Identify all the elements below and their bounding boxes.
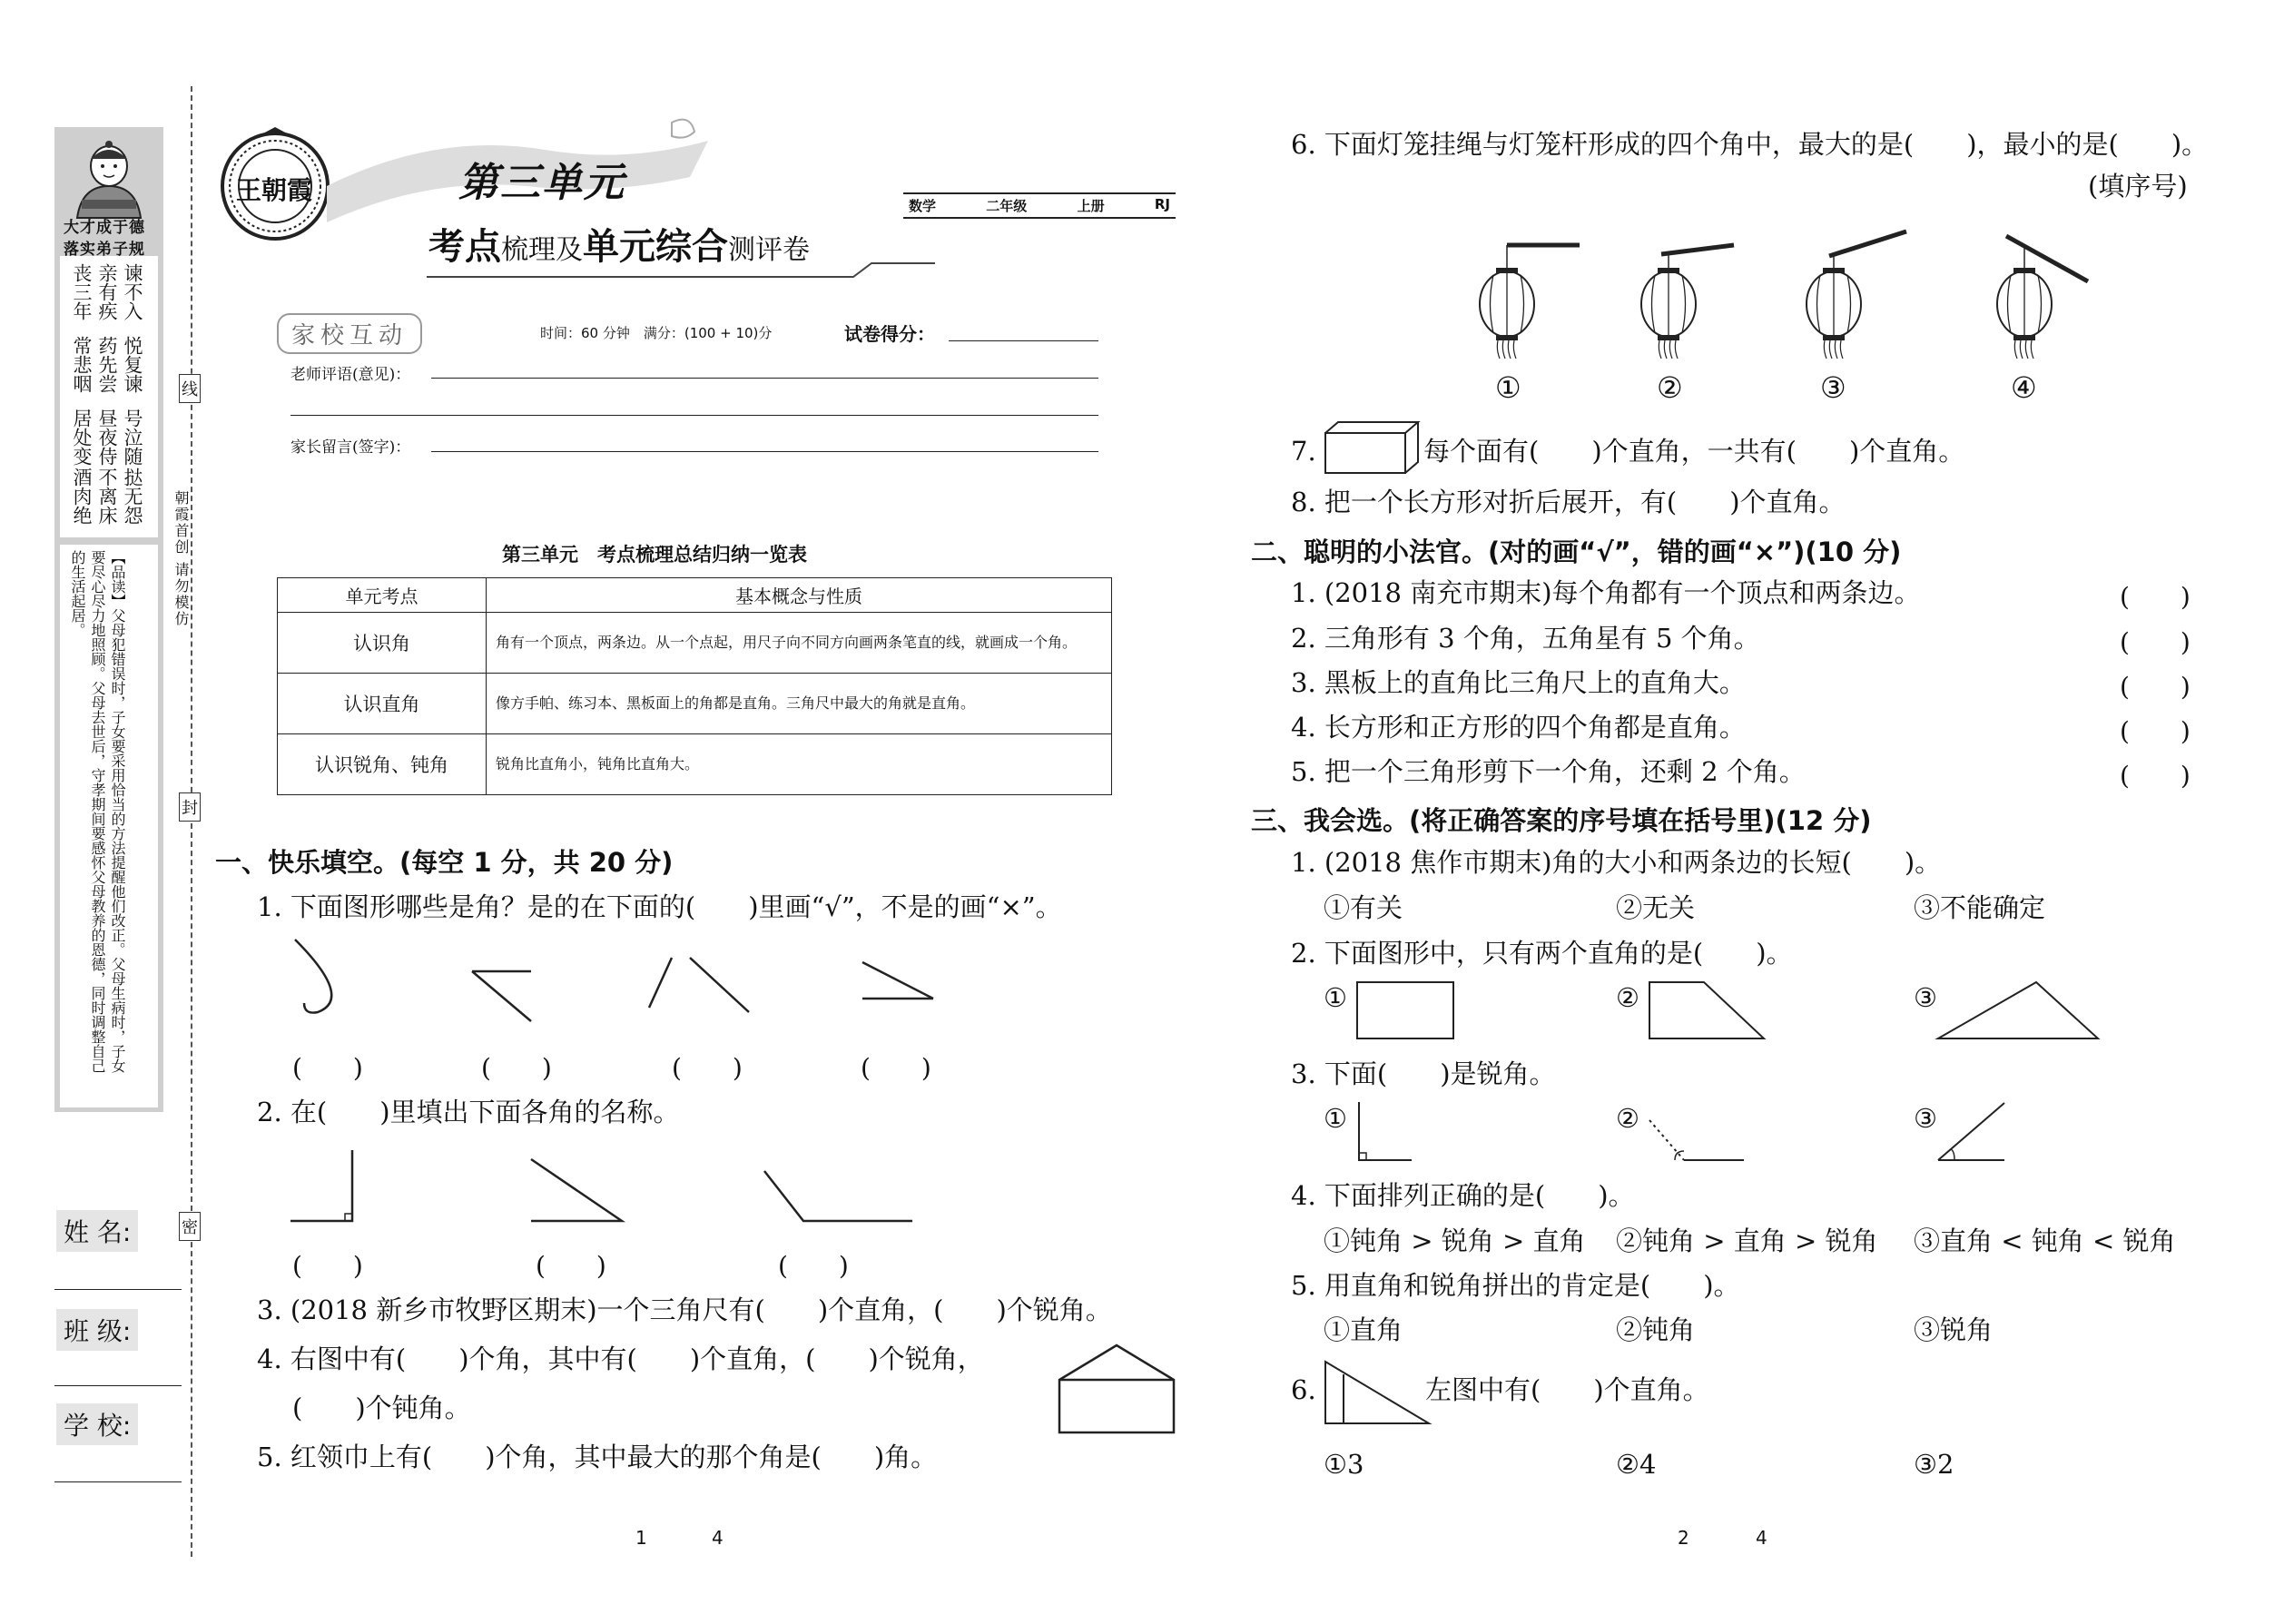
s3-q5-opt: ②钝角	[1616, 1314, 1696, 1345]
s3-q4-opt: ②钝角 > 直角 > 锐角	[1616, 1225, 1878, 1256]
child-avatar-icon	[64, 132, 154, 222]
s3-q2: 2. 下面图形中，只有两个直角的是( )。	[1291, 938, 1793, 969]
angle-figure-2	[649, 958, 749, 1012]
poem-col: 挞无怨	[122, 468, 143, 525]
poem-col: 丧三年	[71, 263, 93, 320]
s1-q2: 2. 在( )里填出下面各角的名称。	[257, 1097, 680, 1127]
s3-q5-opt: ③锐角	[1914, 1314, 1994, 1345]
acute-angle-figure	[531, 1159, 622, 1221]
angle-figure-1	[472, 971, 531, 1021]
school-field[interactable]	[54, 1481, 182, 1482]
lantern-icon	[1480, 245, 1580, 359]
home-school-badge: 家校互动	[277, 313, 422, 354]
poem-col: 亲有疾	[96, 263, 118, 320]
parent-comment-label: 家长留言(签字)：	[290, 438, 411, 457]
table-title: 第三单元 考点梳理总结归纳一览表	[502, 544, 807, 566]
cut-line	[191, 86, 192, 1557]
meta-edition: RJ	[1154, 196, 1170, 212]
score-label: 试卷得分：	[844, 323, 935, 345]
poem-col: 常悲咽	[71, 336, 93, 393]
poem-col: 号泣随	[122, 408, 143, 466]
opt-label: ②	[1616, 982, 1639, 1013]
cuboid-figure	[1324, 420, 1423, 475]
teacher-comment-field[interactable]	[431, 378, 1098, 379]
pentagon-figure	[1058, 1343, 1176, 1434]
meta-subject: 数学	[909, 198, 937, 214]
trapezoid-figure	[1648, 980, 1766, 1040]
lantern-icon	[1997, 236, 2088, 359]
page-number: 1	[635, 1527, 647, 1549]
page-number: 4	[712, 1527, 724, 1549]
score-field[interactable]	[949, 340, 1098, 341]
table-cell-desc: 锐角比直角小，钝角比直角大。	[487, 734, 1112, 795]
class-label: 班 级:	[56, 1309, 138, 1351]
answer-paren[interactable]: ( )	[292, 1251, 363, 1281]
s3-q6-num: 6.	[1291, 1374, 1316, 1405]
right-angle-figure	[290, 1150, 352, 1221]
table-cell-topic: 认识角	[278, 613, 487, 674]
lantern-label: ④	[2011, 370, 2037, 405]
r-q7: 每个面有( )个直角，一共有( )个直角。	[1423, 436, 1965, 467]
opt-label: ①	[1324, 982, 1347, 1013]
teacher-comment-label: 老师评语(意见)：	[290, 366, 411, 384]
s2-item: 4. 长方形和正方形的四个角都是直角。	[1291, 712, 1746, 743]
section2-title: 二、聪明的小法官。(对的画“√”，错的画“×”)(10 分)	[1251, 536, 1902, 567]
obtuse-angle-figure	[764, 1171, 912, 1221]
lantern-label: ②	[1657, 370, 1683, 405]
poem-col: 昼夜侍	[96, 408, 118, 466]
unit-title: 第三单元	[458, 160, 625, 206]
motto-top: 大才成于德	[64, 219, 145, 237]
knowledge-table	[277, 577, 1112, 795]
reading-text: 【品读】父母犯错误时，子女要采用恰当的方法提醒他们改正。父母生病时，子女要尽心尽力地照顾。父母去世后，守孝期间要感怀父母教养的恩德，同时调整自己的生活起居。	[69, 550, 126, 1073]
answer-paren[interactable]: ( )	[536, 1251, 606, 1281]
page-number: 2	[1678, 1527, 1689, 1549]
table-cell-desc: 角有一个顶点，两条边。从一个点起，用尺子向不同方向画两条笔直的线，就画成一个角。	[487, 613, 1112, 674]
lantern-icon	[1807, 231, 1906, 359]
r-q8: 8. 把一个长方形对折后展开，有( )个直角。	[1291, 487, 1846, 517]
cut-mark: 封	[179, 792, 201, 822]
answer-paren[interactable]: ( )	[778, 1251, 849, 1281]
school-label: 学 校:	[56, 1403, 138, 1445]
s1-q1: 1. 下面图形哪些是角？是的在下面的( )里画“√”，不是的画“×”。	[257, 891, 1062, 922]
subtitle-part: 测评卷	[728, 234, 810, 266]
name-label: 姓 名:	[56, 1210, 138, 1252]
s1-q3: 3. (2018 新乡市牧野区期末)一个三角尺有( )个直角，( )个锐角。	[257, 1294, 1112, 1325]
poem-col: 谏不入	[122, 263, 143, 320]
motto-bottom: 落实弟子规	[64, 241, 145, 259]
judge-paren[interactable]: ( )	[2120, 716, 2191, 746]
s3-q1-opt: ①有关	[1324, 892, 1403, 923]
judge-paren[interactable]: ( )	[2120, 582, 2191, 612]
judge-paren[interactable]: ( )	[2120, 672, 2191, 702]
time-info: 时间：60 分钟 满分：(100 + 10)分	[540, 325, 773, 341]
opt-label: ①	[1324, 1103, 1347, 1134]
parent-comment-field[interactable]	[431, 451, 1098, 452]
table-header-row	[278, 578, 1112, 613]
right-angle-option	[1355, 1100, 1419, 1164]
teacher-comment-field-2[interactable]	[290, 415, 1098, 416]
logo-text: 王朝霞	[236, 175, 313, 205]
table-row	[278, 613, 1112, 674]
s1-q4-cont: ( )个钝角。	[292, 1393, 471, 1423]
s3-q6-opt: ③2	[1914, 1449, 1954, 1480]
s1-q1-figures	[281, 935, 971, 1026]
s3-q6-opt: ②4	[1616, 1449, 1657, 1480]
acute-angle-option	[1936, 1098, 2009, 1164]
meta-volume: 上册	[1077, 198, 1105, 214]
s3-q1: 1. (2018 焦作市期末)角的大小和两条边的长短( )。	[1291, 847, 1942, 878]
poem-col: 悦复谏	[122, 336, 143, 393]
s1-q4: 4. 右图中有( )个角，其中有( )个直角，( )个锐角，	[257, 1343, 984, 1374]
r-q7-num: 7.	[1291, 436, 1316, 467]
page-number: 4	[1756, 1527, 1767, 1549]
judge-paren[interactable]: ( )	[2120, 761, 2191, 791]
s3-q3: 3. 下面( )是锐角。	[1291, 1058, 1556, 1089]
answer-paren[interactable]: ( )	[861, 1053, 931, 1083]
poem-col: 酒肉绝	[71, 468, 93, 525]
cut-mark: 线	[179, 374, 201, 403]
lantern-label: ①	[1495, 370, 1521, 405]
copyright-text: 朝霞首创 请勿模仿	[172, 490, 190, 628]
subtitle-part: 梳理及	[501, 234, 583, 266]
cut-mark: 密	[179, 1212, 201, 1241]
judge-paren[interactable]: ( )	[2120, 627, 2191, 657]
lantern-label: ③	[1820, 370, 1846, 405]
table-cell-desc: 像方手帕、练习本、黑板面上的角都是直角。三角尺中最大的角就是直角。	[487, 674, 1112, 734]
s3-q1-opt: ③不能确定	[1914, 892, 2046, 923]
section1-title: 一、快乐填空。(每空 1 分，共 20 分)	[215, 847, 674, 878]
table-cell-topic: 认识直角	[278, 674, 487, 734]
s2-item: 5. 把一个三角形剪下一个角，还剩 2 个角。	[1291, 756, 1806, 787]
meta-grade: 二年级	[986, 198, 1028, 214]
triangle-figure	[1936, 980, 2100, 1040]
r-q6: 6. 下面灯笼挂绳与灯笼杆形成的四个角中，最大的是( )，最小的是( )。	[1291, 129, 2209, 160]
table-header: 基本概念与性质	[487, 578, 1112, 613]
opt-label: ②	[1616, 1103, 1639, 1134]
subtitle-part: 单元综合	[583, 226, 728, 268]
s3-q4-opt: ①钝角 > 锐角 > 直角	[1324, 1225, 1586, 1256]
s3-q4-opt: ③直角 < 钝角 < 锐角	[1914, 1225, 2176, 1256]
triangle-with-line-figure	[1324, 1360, 1433, 1425]
table-header: 单元考点	[278, 578, 487, 613]
opt-label: ③	[1914, 1103, 1937, 1134]
poem-col: 居处变	[71, 408, 93, 466]
opt-label: ③	[1914, 982, 1937, 1013]
subtitle-underline	[427, 263, 935, 290]
s1-q5: 5. 红领巾上有( )个角，其中最大的那个角是( )角。	[257, 1442, 938, 1472]
s3-q6: 左图中有( )个直角。	[1425, 1374, 1709, 1405]
lantern-icon	[1641, 245, 1734, 359]
s1-q2-figures	[290, 1148, 944, 1230]
s3-q1-opt: ②无关	[1616, 892, 1696, 923]
angle-figure-3	[862, 962, 933, 999]
poem-col: 药先尝	[96, 336, 118, 393]
meta-bar	[903, 192, 1176, 219]
s3-q6-opt: ①3	[1324, 1449, 1364, 1480]
answer-paren[interactable]: ( )	[481, 1053, 552, 1083]
s2-item: 3. 黑板上的直角比三角尺上的直角大。	[1291, 667, 1746, 698]
obtuse-angle-option	[1648, 1100, 1748, 1164]
subtitle	[428, 218, 810, 270]
s2-item: 2. 三角形有 3 个角，五角星有 5 个角。	[1291, 623, 1760, 654]
s2-item: 1. (2018 南充市期末)每个角都有一个顶点和两条边。	[1291, 577, 1921, 608]
table-row	[278, 734, 1112, 795]
s3-q4: 4. 下面排列正确的是( )。	[1291, 1180, 1635, 1211]
curve-figure	[295, 940, 331, 1013]
subtitle-part: 考点	[428, 226, 501, 268]
table-cell-topic: 认识锐角、钝角	[278, 734, 487, 795]
section3-title: 三、我会选。(将正确答案的序号填在括号里)(12 分)	[1251, 805, 1872, 836]
s3-q5-opt: ①直角	[1324, 1314, 1403, 1345]
poem-col: 不离床	[96, 468, 118, 525]
name-field[interactable]	[54, 1289, 182, 1290]
answer-paren[interactable]: ( )	[292, 1053, 363, 1083]
s3-q5: 5. 用直角和锐角拼出的肯定是( )。	[1291, 1270, 1740, 1301]
rectangle-figure	[1355, 980, 1455, 1040]
r-q6-note: (填序号)	[2088, 171, 2188, 202]
class-field[interactable]	[54, 1385, 182, 1386]
answer-paren[interactable]: ( )	[672, 1053, 743, 1083]
table-row	[278, 674, 1112, 734]
